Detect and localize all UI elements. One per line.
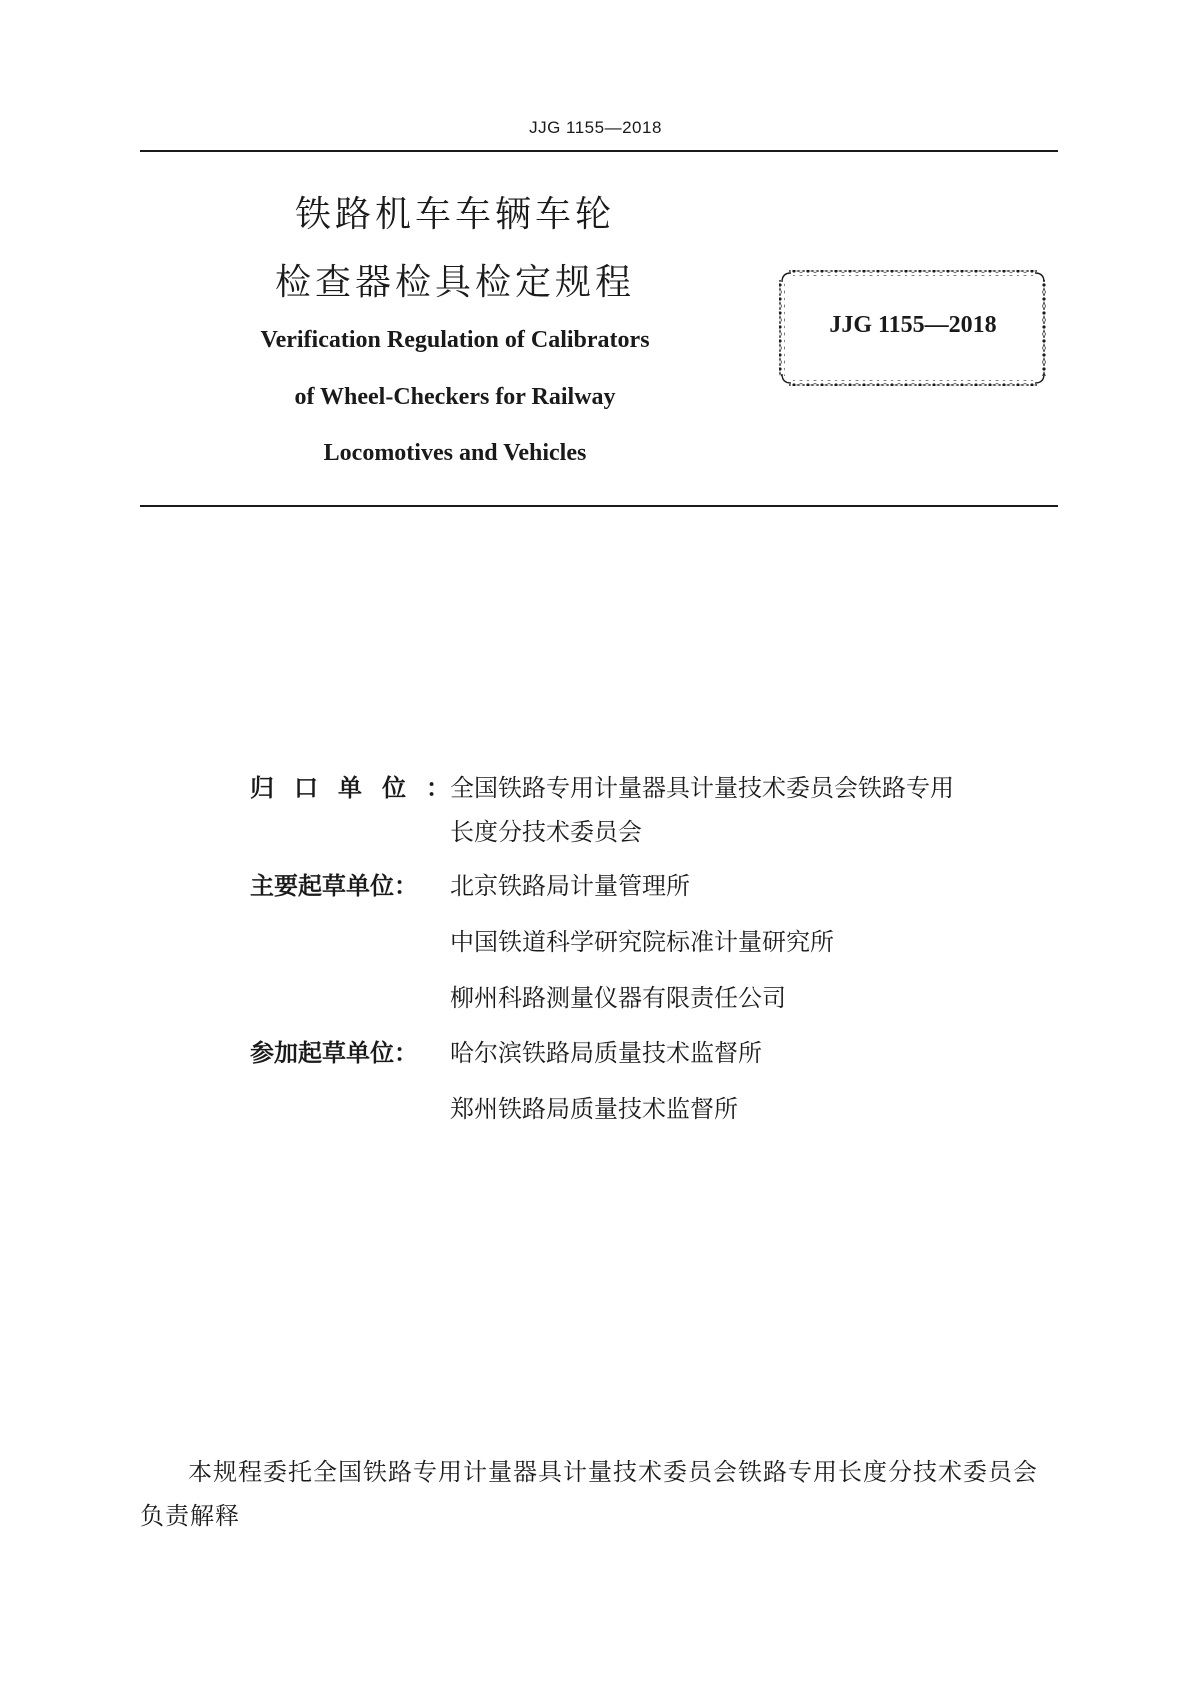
responsible-unit-value	[450, 766, 1060, 854]
responsible-unit-label: 归口单位：	[250, 774, 470, 802]
top-rule	[140, 150, 1058, 152]
code-box-text: JJG 1155—2018	[829, 312, 997, 338]
participating-drafting-unit: 哈尔滨铁路局质量技术监督所	[450, 1039, 762, 1067]
title-cn-line1: 铁路机车车辆车轮	[294, 194, 615, 235]
title-en-line2: of Wheel-Checkers for Railway	[294, 384, 616, 410]
participating-drafting-label: 参加起草单位：	[250, 1039, 418, 1067]
standard-code-box	[777, 268, 1049, 388]
interpretation-note: 本规程委托全国铁路专用计量器具计量技术委员会铁路专用长度分技术委员会负责解释	[140, 1458, 1038, 1530]
title-cn-line2: 检查器检具检定规程	[274, 262, 635, 303]
main-drafting-label: 主要起草单位：	[250, 872, 418, 900]
main-drafting-unit: 柳州科路测量仪器有限责任公司	[450, 984, 786, 1012]
title-en-line1: Verification Regulation of Calibrators	[260, 327, 650, 353]
bottom-rule	[140, 505, 1058, 507]
main-drafting-row	[250, 864, 1060, 1034]
main-drafting-unit: 北京铁路局计量管理所	[450, 872, 690, 900]
main-drafting-list	[450, 864, 1060, 1020]
participating-drafting-row	[250, 1031, 1060, 1143]
responsible-unit-row	[250, 766, 1060, 854]
participating-drafting-list	[450, 1031, 1060, 1131]
responsible-unit-line2: 长度分技术委员会	[450, 818, 642, 846]
participating-drafting-unit: 郑州铁路局质量技术监督所	[450, 1095, 738, 1123]
title-en-line3: Locomotives and Vehicles	[323, 440, 587, 466]
main-drafting-unit: 中国铁道科学研究院标准计量研究所	[450, 928, 834, 956]
responsible-unit-line1: 全国铁路专用计量器具计量技术委员会铁路专用	[450, 774, 954, 802]
header-standard-code: JJG 1155—2018	[529, 118, 662, 137]
